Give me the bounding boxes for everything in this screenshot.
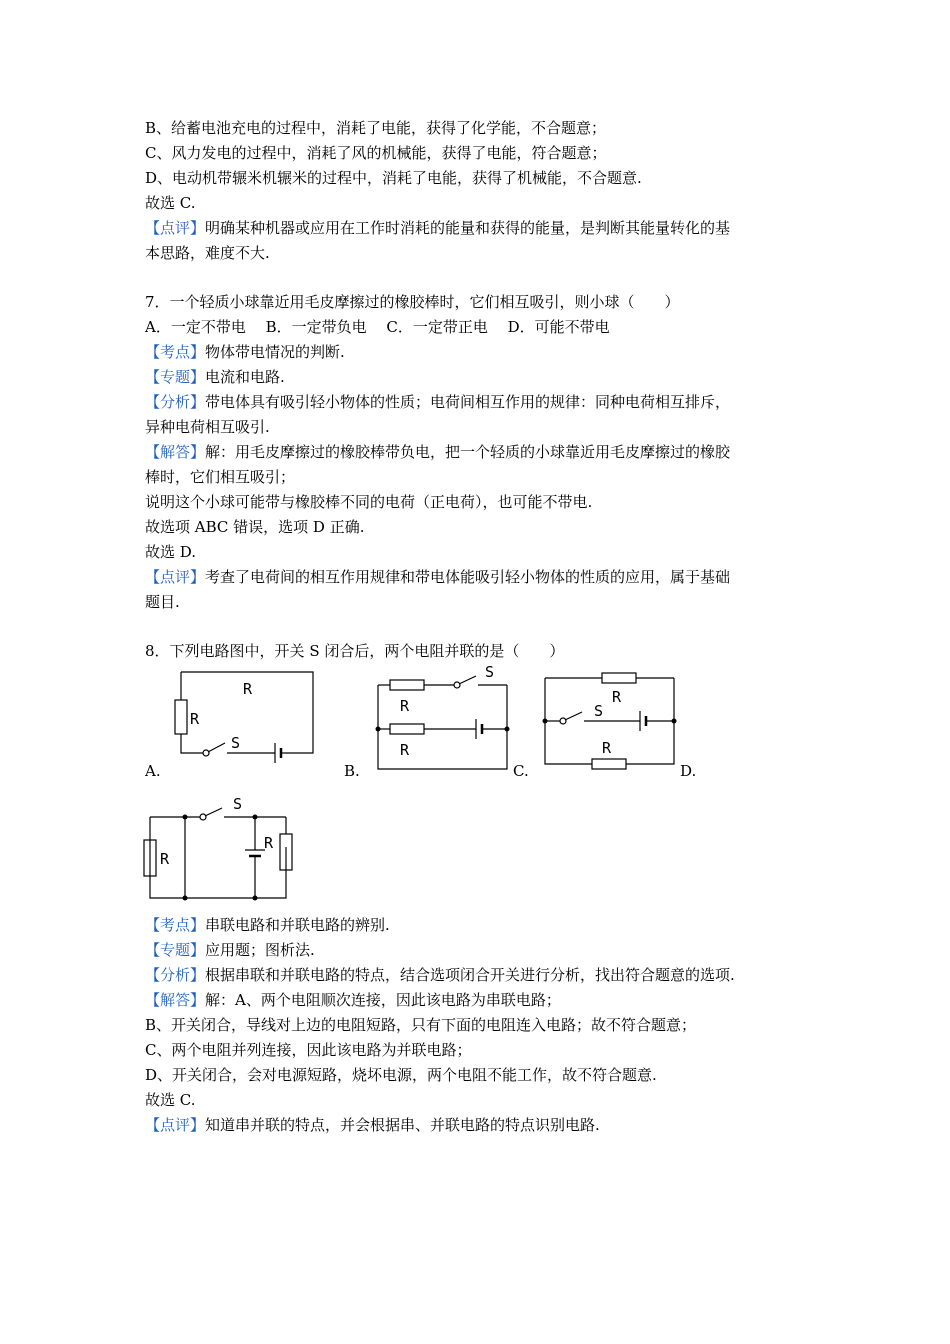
label-r: R [190,710,200,728]
text-line: 说明这个小球可能带与橡胶棒不同的电荷（正电荷），也可能不带电. [145,493,593,511]
question-8: 8．下列电路图中，开关 S 闭合后，两个电阻并联的是（ ） [145,642,565,660]
circuit-c [540,670,680,774]
kaodian-text: 串联电路和并联电路的辨别. [205,916,390,934]
label-r: R [602,739,612,757]
text-line: 故选 C. [145,1091,196,1109]
dianping-line [145,1115,600,1135]
zhuanti-tag: 【专题】 [145,941,206,959]
dianping-tag: 【点评】 [145,1116,206,1134]
zhuanti-text: 电流和电路. [205,368,285,386]
text-line: C、风力发电的过程中，消耗了风的机械能，获得了电能，符合题意； [145,144,607,162]
dianping-line [145,567,730,587]
jieda-line [145,442,730,462]
option-a-label: A. [145,762,161,780]
kaodian-line [145,915,390,935]
circuit-b [372,660,517,772]
label-s: S [233,795,243,813]
label-s: S [594,702,604,720]
comment-text: 明确某种机器或应用在工作时消耗的能量和获得的能量，是判断其能量转化的基 [205,219,731,237]
text-line: 本思路，难度不大. [145,244,270,262]
label-s: S [485,663,495,681]
option-c-label: C. [513,762,529,780]
jieda-line [145,990,561,1010]
text-line: 异种电荷相互吸引. [145,418,270,436]
kaodian-tag: 【考点】 [145,343,206,361]
fenxi-text: 根据串联和并联电路的特点，结合选项闭合开关进行分析，找出符合题意的选项. [205,966,735,984]
fenxi-line [145,392,730,412]
jieda-tag: 【解答】 [145,991,206,1009]
comment-line [145,218,730,238]
fenxi-line [145,965,735,985]
dianping-text: 知道串并联的特点，并会根据串、并联电路的特点识别电路. [205,1116,600,1134]
option-d-label: D. [680,762,697,780]
question-7-options: A．一定不带电 B．一定带负电 C．一定带正电 D．可能不带电 [145,318,610,336]
kaodian-line [145,342,345,362]
label-r: R [160,850,170,868]
option-b-label: B. [344,762,360,780]
fenxi-tag: 【分析】 [145,393,206,411]
zhuanti-line [145,940,315,960]
text-line: 题目. [145,593,180,611]
text-line: D、开关闭合，会对电源短路，烧坏电源，两个电阻不能工作，故不符合题意. [145,1066,657,1084]
circuit-d [140,792,300,904]
label-s: S [231,734,241,752]
label-r: R [243,680,253,698]
label-r: R [400,697,410,715]
jieda-tag: 【解答】 [145,443,206,461]
label-r: R [400,741,410,759]
zhuanti-tag: 【专题】 [145,368,206,386]
text-line: 故选 D. [145,543,197,561]
text-line: B、开关闭合，导线对上边的电阻短路，只有下面的电阻连入电路；故不符合题意； [145,1016,697,1034]
text-line: D、电动机带辗米机辗米的过程中，消耗了电能，获得了机械能，不合题意. [145,169,642,187]
fenxi-tag: 【分析】 [145,966,206,984]
circuit-a [165,668,320,768]
label-r: R [612,688,622,706]
dianping-text: 考查了电荷间的相互作用规律和带电体能吸引轻小物体的性质的应用，属于基础 [205,568,731,586]
jieda-text: 解：A、两个电阻顺次连接，因此该电路为串联电路； [205,991,561,1009]
text-line: 故选 C. [145,194,196,212]
comment-tag: 【点评】 [145,219,206,237]
kaodian-text: 物体带电情况的判断. [205,343,345,361]
kaodian-tag: 【考点】 [145,916,206,934]
text-line: 棒时，它们相互吸引； [145,468,296,486]
text-line: C、两个电阻并列连接，因此该电路为并联电路； [145,1041,472,1059]
dianping-tag: 【点评】 [145,568,206,586]
zhuanti-line [145,367,285,387]
fenxi-text: 带电体具有吸引轻小物体的性质；电荷间相互作用的规律：同种电荷相互排斥， [205,393,731,411]
zhuanti-text: 应用题；图析法. [205,941,315,959]
text-line: 故选项 ABC 错误，选项 D 正确. [145,518,365,536]
label-r: R [264,834,274,852]
question-7: 7．一个轻质小球靠近用毛皮摩擦过的橡胶棒时，它们相互吸引，则小球（ ） [145,293,680,311]
jieda-text: 解：用毛皮摩擦过的橡胶棒带负电，把一个轻质的小球靠近用毛皮摩擦过的橡胶 [205,443,731,461]
text-line: B、给蓄电池充电的过程中，消耗了电能，获得了化学能，不合题意； [145,119,607,137]
